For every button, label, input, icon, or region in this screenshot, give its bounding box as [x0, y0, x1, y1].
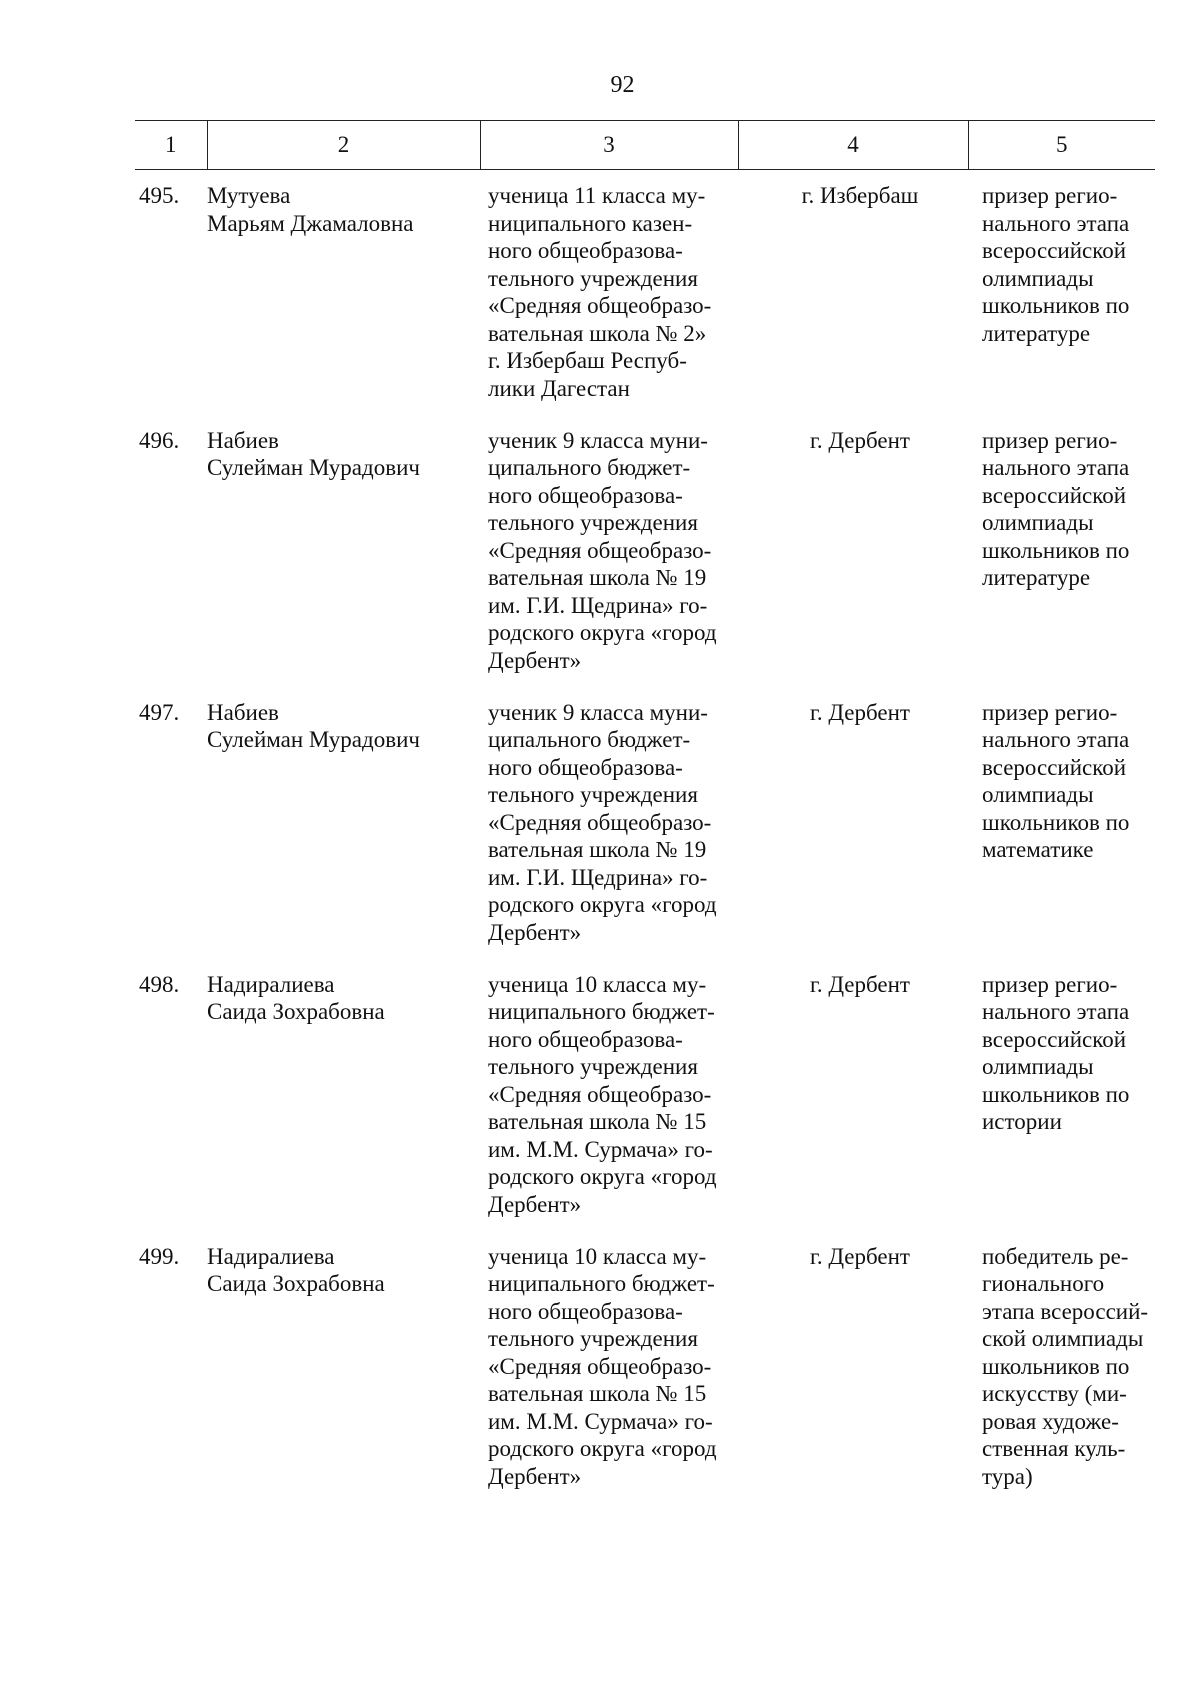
table-header-row [135, 121, 1155, 170]
olympiad-result: призер регио- нального этапа всероссийской олимпиады школьников по литературе [982, 183, 1130, 346]
result-cell [968, 1231, 1155, 1491]
olympiad-result: победитель ре- гионального этапа всероссий- ской олимпиады школьников по искусству (ми- ровая художе- ственная куль- тура) [982, 1243, 1149, 1489]
city: г. Дербент [810, 699, 910, 725]
student-name [207, 170, 480, 415]
column-header-2: 2 [207, 121, 480, 170]
student-description: ученик 9 класса муни- ципального бюджет- ного общеобразова- тельного учреждения «Средняя общеобразо- вательная школа № 19 им. Г.И. Щедрина» го- родского округа «город Дербент» [488, 427, 717, 673]
row-number: 497. [139, 699, 180, 725]
student-name [207, 1231, 480, 1491]
city: г. Дербент [810, 1243, 910, 1269]
olympiad-result: призер регио- нального этапа всероссийской олимпиады школьников по математике [982, 699, 1130, 862]
result-cell [968, 170, 1155, 415]
awardees-table [135, 120, 1155, 1490]
table-row [135, 1231, 1155, 1491]
row-number: 499. [139, 1243, 180, 1269]
city-cell [738, 1231, 968, 1491]
row-number: 498. [139, 971, 180, 997]
student-description: ученица 10 класса му- ниципального бюджет- ного общеобразова- тельного учреждения «Средняя общеобразо- вательная школа № 15 им. М.М. Сурмача» го- родского округа «город Дербент» [488, 1243, 717, 1489]
student-surname: Набиев [207, 427, 279, 453]
student-surname: Набиев [207, 699, 279, 725]
student-name [207, 415, 480, 687]
student-surname: Мутуева [207, 183, 291, 208]
table-row [135, 170, 1155, 415]
city: г. Избербаш [801, 183, 919, 208]
page-number: 92 [610, 72, 635, 98]
table-row [135, 959, 1155, 1231]
result-cell [968, 415, 1155, 687]
column-header-1: 1 [135, 121, 207, 170]
city-cell [738, 687, 968, 959]
student-description: ученица 10 класса му- ниципального бюджет- ного общеобразова- тельного учреждения «Средняя общеобразо- вательная школа № 15 им. М.М. Сурмача» го- родского округа «город Дербент» [488, 971, 717, 1217]
student-given-names: Саида Зохрабовна [207, 1271, 385, 1296]
student-surname: Надиралиева [207, 1243, 335, 1269]
column-header-5: 5 [968, 121, 1155, 170]
student-name [207, 959, 480, 1231]
result-cell [968, 687, 1155, 959]
student-description-cell [480, 959, 738, 1231]
student-description-cell [480, 170, 738, 415]
city-cell [738, 415, 968, 687]
row-number: 495. [139, 183, 180, 208]
student-given-names: Сулейман Мурадович [207, 455, 420, 480]
student-description: ученица 11 класса му- ниципального казен- ного общеобразова- тельного учреждения «Средняя общеобразо- вательная школа № 2» г. Избербаш Респуб- лики Дагестан [488, 183, 712, 401]
olympiad-result: призер регио- нального этапа всероссийской олимпиады школьников по истории [982, 971, 1130, 1134]
city-cell [738, 959, 968, 1231]
result-cell [968, 959, 1155, 1231]
student-surname: Надиралиева [207, 971, 335, 997]
table-row [135, 415, 1155, 687]
city-cell [738, 170, 968, 415]
student-description: ученик 9 класса муни- ципального бюджет- ного общеобразова- тельного учреждения «Средняя общеобразо- вательная школа № 19 им. Г.И. Щедрина» го- родского округа «город Дербент» [488, 699, 717, 945]
student-description-cell [480, 1231, 738, 1491]
column-header-4: 4 [738, 121, 968, 170]
student-description-cell [480, 687, 738, 959]
column-header-3: 3 [480, 121, 738, 170]
city: г. Дербент [810, 971, 910, 997]
olympiad-result: призер регио- нального этапа всероссийской олимпиады школьников по литературе [982, 427, 1130, 590]
student-name [207, 687, 480, 959]
row-number: 496. [139, 427, 180, 453]
student-given-names: Сулейман Мурадович [207, 727, 420, 752]
student-description-cell [480, 415, 738, 687]
student-given-names: Саида Зохрабовна [207, 999, 385, 1024]
city: г. Дербент [810, 427, 910, 453]
student-given-names: Марьям Джамаловна [207, 210, 414, 236]
table-row [135, 687, 1155, 959]
